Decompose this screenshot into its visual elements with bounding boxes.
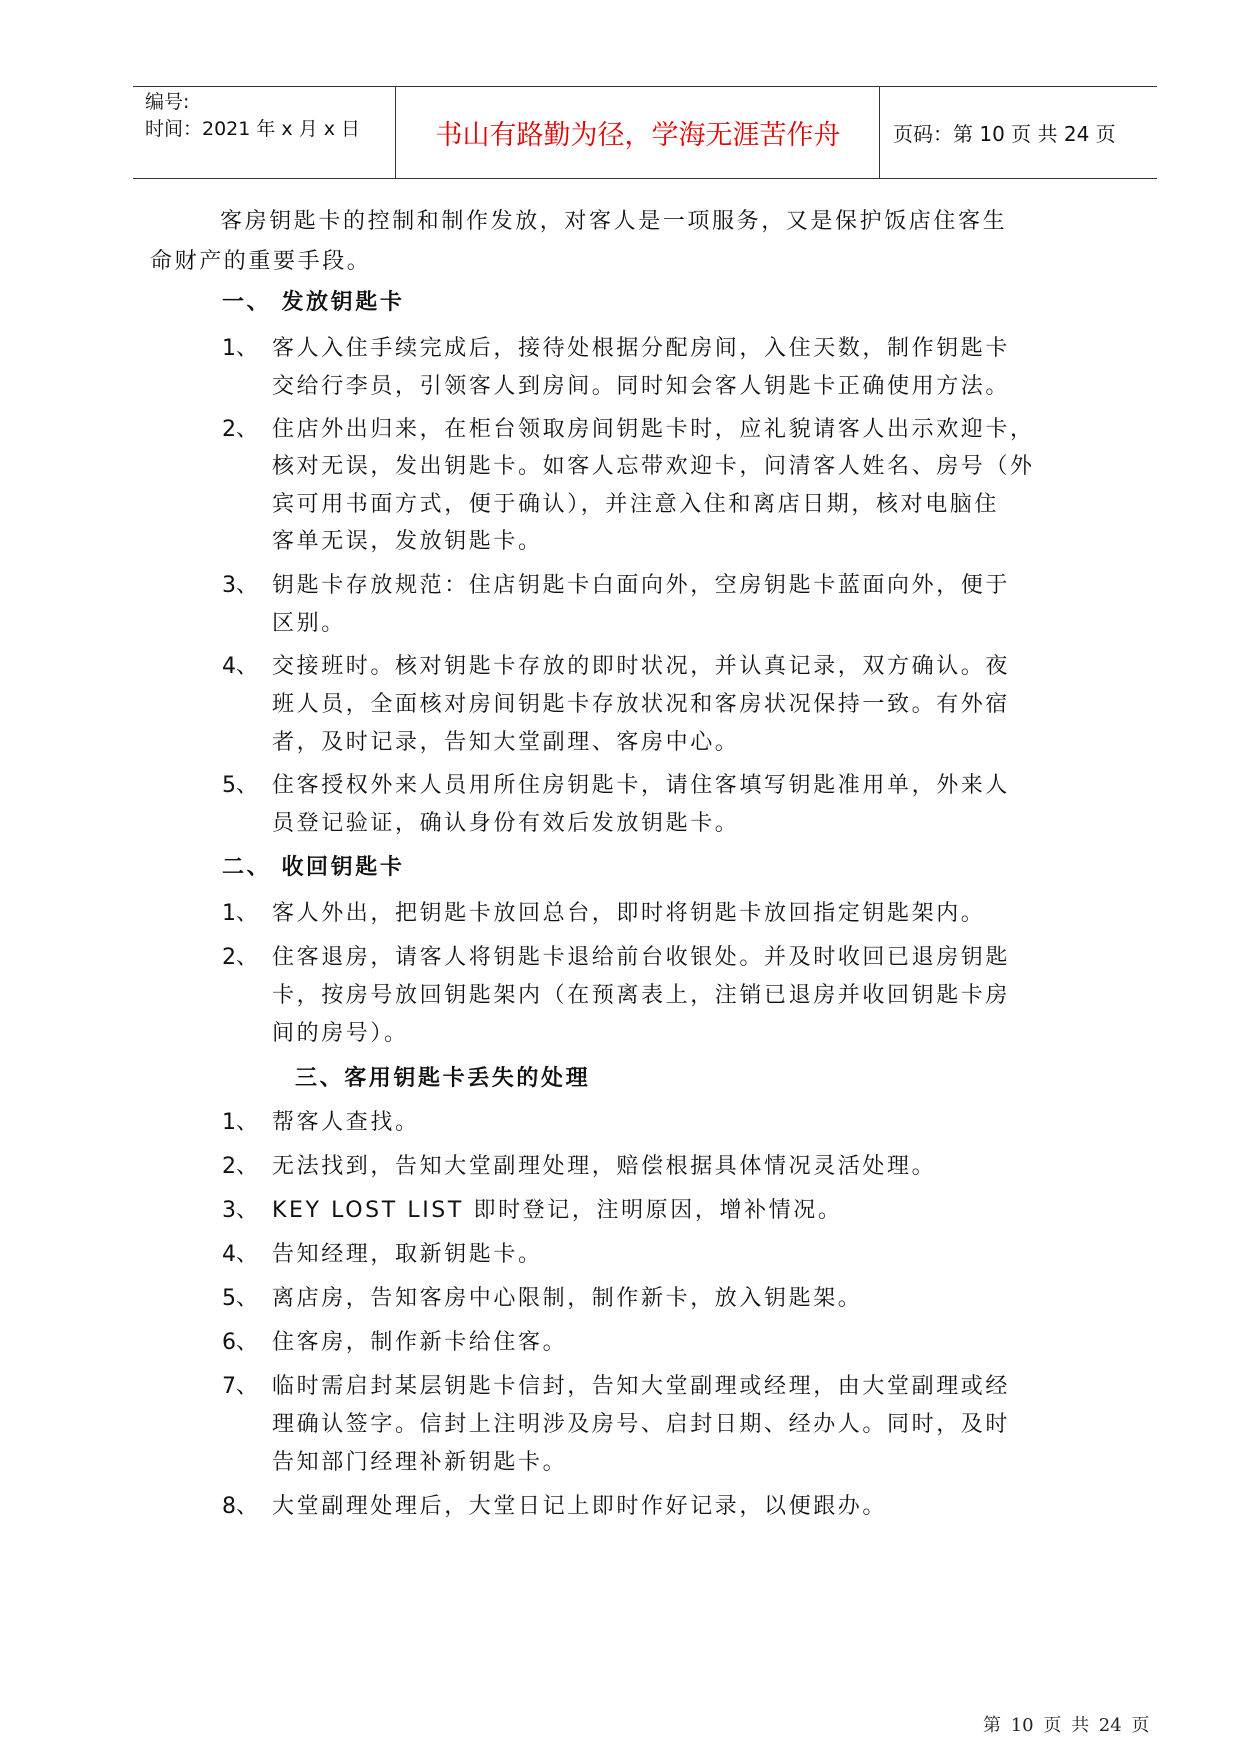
item-text: 住客退房，请客人将钥匙卡退给前台收银处。并及时收回已退房钥匙: [272, 945, 1011, 970]
list-item: [222, 943, 1010, 973]
item-text: 告知部门经理补新钥匙卡。: [272, 1450, 568, 1475]
intro-line: 客房钥匙卡的控制和制作发放，对客人是一项服务，又是保护饭店住客生: [220, 209, 1008, 234]
item-text: 员登记验证，确认身份有效后发放钥匙卡。: [272, 811, 740, 836]
item-text: 交接班时。核对钥匙卡存放的即时状况，并认真记录，双方确认。夜: [272, 654, 1011, 679]
list-item: [222, 571, 1010, 601]
item-text: 者，及时记录，告知大堂副理、客房中心。: [272, 730, 740, 755]
list-item: [222, 415, 1035, 445]
date-label: 时间：2021 年 x 月 x 日: [145, 118, 361, 140]
item-text: 帮客人查找。: [272, 1110, 420, 1135]
item-number: 5、: [222, 1286, 258, 1311]
item-text: 住店外出归来，在柜台领取房间钥匙卡时，应礼貌请客人出示欢迎卡，: [272, 417, 1035, 442]
section-title: 三、客用钥匙卡丢失的处理: [295, 1066, 591, 1091]
list-item: [222, 899, 985, 929]
item-text: 临时需启封某层钥匙卡信封，告知大堂副理或经理，由大堂副理或经: [272, 1374, 1011, 1399]
header-motto: 书山有路勤为径，学海无涯苦作舟: [435, 120, 841, 151]
item-number: 6、: [222, 1330, 258, 1355]
list-item: [222, 1372, 1010, 1402]
list-item: [222, 1152, 936, 1182]
item-text: 告知经理，取新钥匙卡。: [272, 1242, 543, 1267]
list-item: [222, 771, 1010, 801]
item-number: 8、: [222, 1494, 258, 1519]
page-footer: 第 10 页 共 24 页: [983, 1715, 1150, 1736]
list-item: [222, 652, 1010, 682]
item-number: 3、: [222, 573, 258, 598]
item-text: 间的房号）。: [272, 1021, 409, 1046]
section-title: 二、 收回钥匙卡: [222, 855, 405, 880]
item-text: 钥匙卡存放规范：住店钥匙卡白面向外，空房钥匙卡蓝面向外，便于: [272, 573, 1011, 598]
section-title: 一、 发放钥匙卡: [222, 290, 405, 315]
list-item: [222, 1108, 420, 1138]
item-text: 宾可用书面方式，便于确认），并注意入住和离店日期，核对电脑住: [272, 492, 1000, 517]
item-text: 理确认签字。信封上注明涉及房号、启封日期、经办人。同时，及时: [272, 1412, 1011, 1437]
item-text: 区别。: [272, 611, 346, 636]
item-text: 住客房，制作新卡给住客。: [272, 1330, 568, 1355]
list-item: [222, 1328, 567, 1358]
item-text: 客人外出，把钥匙卡放回总台，即时将钥匙卡放回指定钥匙架内。: [272, 901, 986, 926]
item-number: 1、: [222, 901, 258, 926]
page-header: [133, 86, 1157, 179]
item-number: 1、: [222, 336, 258, 361]
item-text: 离店房，告知客房中心限制，制作新卡，放入钥匙架。: [272, 1286, 863, 1311]
item-text: 交给行李员，引领客人到房间。同时知会客人钥匙卡正确使用方法。: [272, 374, 1011, 399]
item-number: 4、: [222, 654, 258, 679]
item-number: 1、: [222, 1110, 258, 1135]
intro-line: 命财产的重要手段。: [150, 249, 372, 274]
item-text: 无法找到，告知大堂副理处理，赔偿根据具体情况灵活处理。: [272, 1154, 937, 1179]
item-number: 7、: [222, 1374, 258, 1399]
code-label: 编号:: [145, 91, 190, 113]
item-text: 卡，按房号放回钥匙架内（在预离表上，注销已退房并收回钥匙卡房: [272, 983, 1011, 1008]
item-number: 4、: [222, 1242, 258, 1267]
list-item: [222, 1284, 862, 1314]
item-text: 住客授权外来人员用所住房钥匙卡，请住客填写钥匙准用单，外来人: [272, 773, 1011, 798]
item-number: 5、: [222, 773, 258, 798]
header-divider: [879, 87, 880, 178]
list-item: [222, 1492, 887, 1522]
list-item: [222, 1196, 843, 1226]
item-text: 客单无误，发放钥匙卡。: [272, 529, 543, 554]
header-meta: [145, 89, 395, 143]
item-number: 2、: [222, 1154, 258, 1179]
item-text: KEY LOST LIST 即时登记，注明原因，增补情况。: [272, 1198, 843, 1223]
item-number: 2、: [222, 417, 258, 442]
item-text: 核对无误，发出钥匙卡。如客人忘带欢迎卡，问清客人姓名、房号（外: [272, 454, 1035, 479]
item-text: 大堂副理处理后，大堂日记上即时作好记录，以便跟办。: [272, 1494, 888, 1519]
item-text: 班人员，全面核对房间钥匙卡存放状况和客房状况保持一致。有外宿: [272, 692, 1011, 717]
list-item: [222, 1240, 543, 1270]
item-number: 2、: [222, 945, 258, 970]
header-page-info: 页码：第 10 页 共 24 页: [893, 122, 1116, 146]
list-item: [222, 334, 1010, 364]
item-number: 3、: [222, 1198, 258, 1223]
item-text: 客人入住手续完成后，接待处根据分配房间，入住天数，制作钥匙卡: [272, 336, 1011, 361]
